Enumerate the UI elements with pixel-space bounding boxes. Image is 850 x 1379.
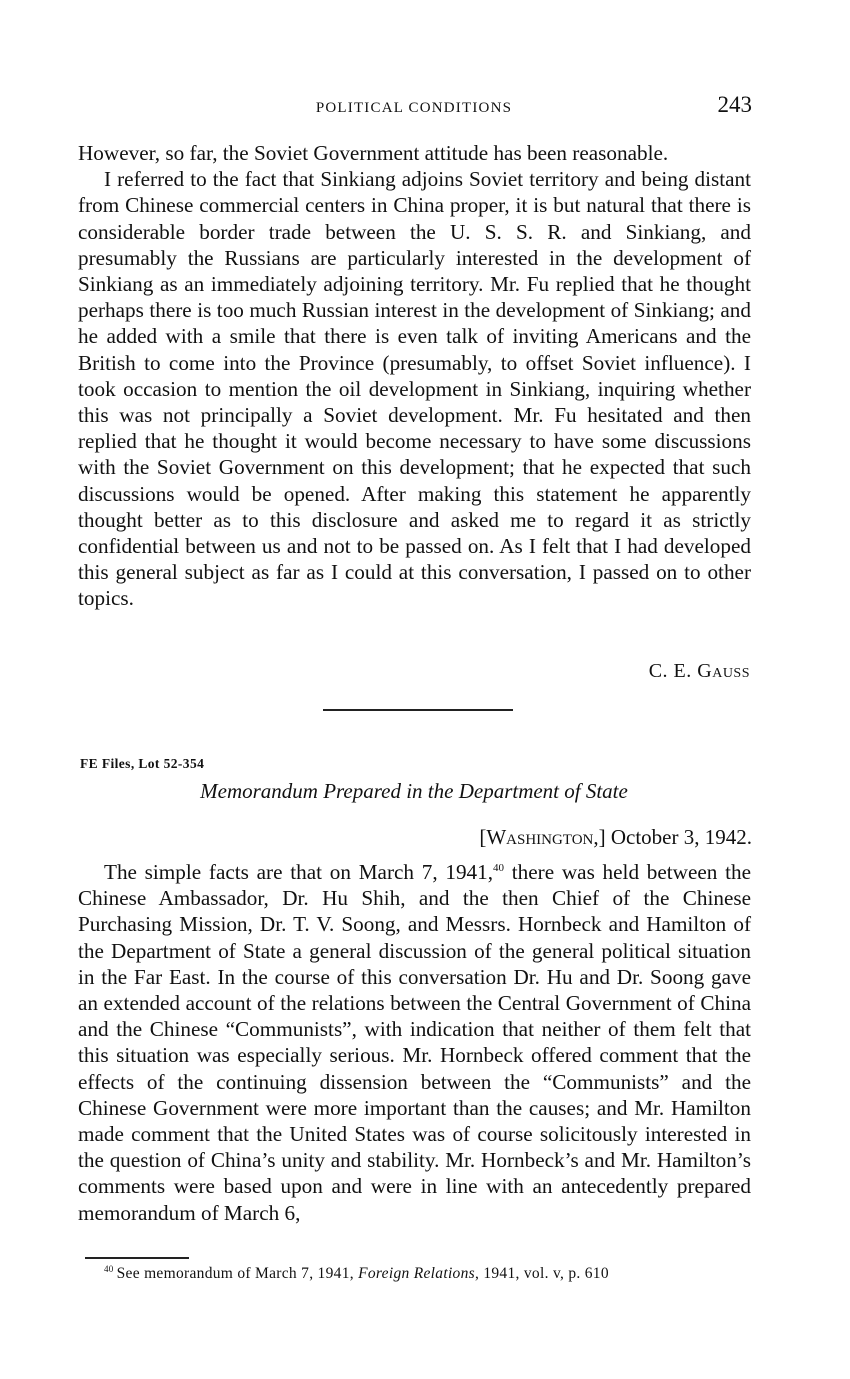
signature [649, 660, 750, 683]
footnote-text-after: , 1941, vol. v, p. 610 [474, 1265, 609, 1282]
dateline [479, 825, 752, 850]
section-a-body [78, 140, 751, 612]
section-divider [323, 709, 513, 711]
paragraph-rest: there was held between the Chinese Ambassador, Dr. Hu Shih, and the then Chief of the Chinese Purchasing Mission, Dr. T. V. Soong, and Messrs. Hornbeck and Hamilton of the Department of State a general discussion of the general political situation in the Far East. In the course of this conversation Dr. Hu and Dr. Soong gave an extended account of the relations between the Central Government of China and the Chinese “Communists”, with indication that neither of them felt that this situation was especially serious. Mr. Hornbeck offered comment that the effects of the continuing dissension between the “Communists” and the Chinese Government were more important than the causes; and Mr. Hamilton made comment that the United States was of course solicitously interested in the question of China’s unity and stability. Mr. Hornbeck’s and Mr. Hamilton’s comments were based upon and were in line with an antecedently prepared memorandum of March 6, [78, 860, 751, 1225]
dateline-date: October 3, 1942. [610, 825, 752, 849]
section-b-body [78, 859, 751, 1226]
paragraph-start: The simple facts are that on March 7, 1941, [104, 860, 494, 884]
running-title: POLITICAL CONDITIONS [315, 100, 513, 116]
footnote-reference[interactable]: 40 [493, 861, 505, 874]
file-reference: FE Files, Lot 52-354 [80, 756, 205, 771]
footnote-text-before: See memorandum of March 7, 1941, [116, 1265, 359, 1282]
signature-name: C. E. Gauss [648, 660, 750, 682]
footnote-divider [85, 1257, 189, 1259]
paragraph: I referred to the fact that Sinkiang adjoins Soviet territory and being distant from Chinese commercial centers in China proper, it is but natural that there is considerable border trade between the U. S. S. R. and Sinkiang, and presumably the Russians are particularly interested in the development of Sinkiang as an immediately adjoining territory. Mr. Fu replied that he thought perhaps there is too much Russian interest in the development of Sinkiang; and he added with a smile that there is even talk of inviting Americans and the British to come into the Province (presumably, to offset Soviet influence). I took occasion to mention the oil development in Sinkiang, inquiring whether this was not principally a Soviet development. Mr. Fu hesitated and then replied that he thought it would become necessary to have some discussions with the Soviet Government on this development; that he expected that such discussions would be opened. After making this statement he apparently thought better as to this disclosure and asked me to regard it as strictly confidential between us and not to be passed on. As I felt that I had developed this general subject as far as I could at this conversation, I passed on to other topics. [78, 167, 751, 611]
dateline-place: [Washington,] [479, 825, 606, 849]
footnote-italic-title: Foreign Relations [358, 1265, 475, 1282]
document-title: Memorandum Prepared in the Department of State [200, 779, 628, 803]
running-head [78, 92, 752, 124]
paragraph: However, so far, the Soviet Government attitude has been reasonable. [78, 141, 669, 165]
footnote [104, 1265, 609, 1283]
paragraph [78, 859, 751, 1226]
footnote-mark: 40 [104, 1263, 114, 1274]
page-number: 243 [717, 92, 752, 117]
